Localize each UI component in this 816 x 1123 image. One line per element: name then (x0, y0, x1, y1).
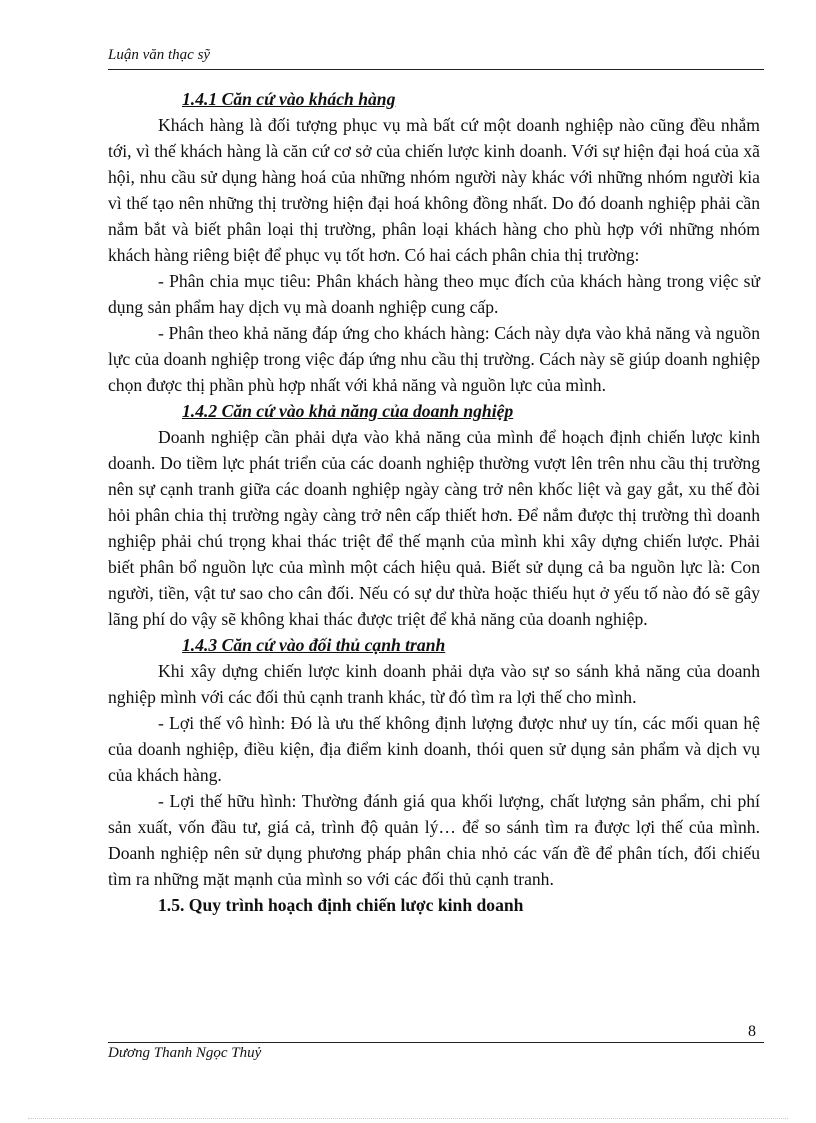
section-heading: 1.4.3 Căn cứ vào đối thủ cạnh tranh (182, 635, 446, 655)
paragraph: Khách hàng là đối tượng phục vụ mà bất cứ một doanh nghiệp nào cũng đều nhắm tới, vì thế khách hàng là căn cứ cơ sở của chiến lược kinh doanh. Với sự hiện đại hoá của xã hội, nhu cầu sử dụng hàng hoá của những nhóm người này khác với những nhóm người kia vì thế tạo nên những thị trường hiện đại hoá không đồng nhất. Do đó doanh nghiệp phải cần nắm bắt và biết phân loại thị trường, phân loại khách hàng cho phù hợp với những nhóm khách hàng riêng biệt để phục vụ tốt hơn. Có hai cách phân chia thị trường: (108, 115, 760, 265)
section-heading: 1.4.1 Căn cứ vào khách hàng (182, 89, 396, 109)
section-heading: 1.4.2 Căn cứ vào khả năng của doanh nghiệp (182, 401, 514, 421)
paragraph: - Phân theo khả năng đáp ứng cho khách hàng: Cách này dựa vào khả năng và nguồn lực của doanh nghiệp trong việc đáp ứng nhu cầu thị trường. Cách này sẽ giúp doanh nghiệp chọn được thị phần phù hợp nhất với khả năng và nguồn lực của mình. (108, 323, 760, 395)
section-heading-1-5: 1.5. Quy trình hoạch định chiến lược kinh doanh (158, 895, 524, 915)
footer-rule (108, 1042, 764, 1043)
paragraph: - Phân chia mục tiêu: Phân khách hàng theo mục đích của khách hàng trong việc sử dụng sản phẩm hay dịch vụ mà doanh nghiệp cung cấp. (108, 271, 760, 317)
page-body (108, 86, 760, 918)
running-header: Luận văn thạc sỹ (108, 47, 211, 63)
paragraph: Doanh nghiệp cần phải dựa vào khả năng của mình để hoạch định chiến lược kinh doanh. Do tiềm lực phát triển của các doanh nghiệp thường vượt lên trên nhu cầu thị trường nên sự cạnh tranh giữa các doanh nghiệp ngày càng trở nên khốc liệt và gay gắt, xu thế đòi hỏi phân chia thị trường ngày càng trở nên cấp thiết hơn. Để nắm được thị trường thì doanh nghiệp phải chú trọng khai thác triệt để thế mạnh của mình khi xây dựng chiến lược. Phải biết phân bổ nguồn lực của mình một cách hiệu quả. Biết sử dụng cả ba nguồn lực là: Con người, tiền, vật tư sao cho cân đối. Nếu có sự dư thừa hoặc thiếu hụt ở yếu tố nào đó sẽ gây lãng phí do vậy sẽ không khai thác được triệt để khả năng của doanh nghiệp. (108, 427, 760, 629)
section-1-4-3 (108, 632, 760, 892)
page-edge-divider (28, 1118, 788, 1119)
header-rule (108, 69, 764, 70)
page-number: 8 (748, 1023, 756, 1040)
paragraph: - Lợi thế hữu hình: Thường đánh giá qua khối lượng, chất lượng sản phẩm, chi phí sản xuất, vốn đầu tư, giá cả, trình độ quản lý… để so sánh tìm ra được lợi thế của mình. Doanh nghiệp nên sử dụng phương pháp phân chia nhỏ các vấn đề để phân tích, đối chiếu tìm ra những mặt mạnh của mình so với các đối thủ cạnh tranh. (108, 791, 760, 889)
running-footer-author: Dương Thanh Ngọc Thuỷ (108, 1045, 262, 1061)
section-1-4-1 (108, 86, 760, 398)
paragraph: - Lợi thế vô hình: Đó là ưu thế không định lượng được như uy tín, các mối quan hệ của doanh nghiệp, điều kiện, địa điểm kinh doanh, thói quen sử dụng sản phẩm và dịch vụ của khách hàng. (108, 713, 760, 785)
paragraph: Khi xây dựng chiến lược kinh doanh phải dựa vào sự so sánh khả năng của doanh nghiệp mình với các đối thủ cạnh tranh khác, từ đó tìm ra lợi thế cho mình. (108, 661, 760, 707)
section-1-4-2 (108, 398, 760, 632)
